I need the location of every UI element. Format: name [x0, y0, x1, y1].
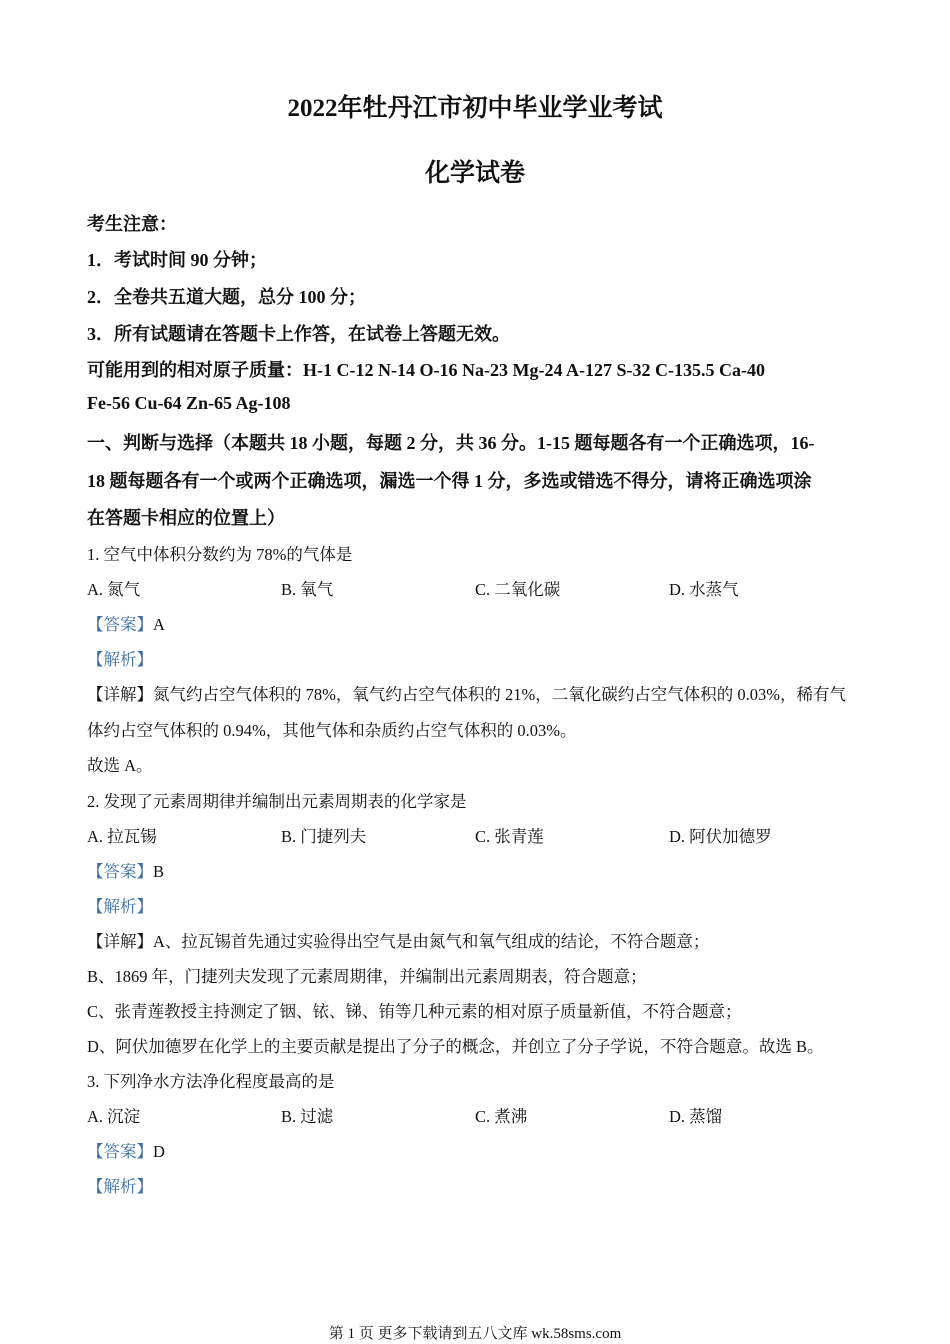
- question-stem: 1. 空气中体积分数约为 78%的气体是: [87, 545, 353, 564]
- analysis-label: 【解析】: [87, 897, 153, 916]
- question-stem: 2. 发现了元素周期律并编制出元素周期表的化学家是: [87, 792, 467, 811]
- option-a: A. 拉瓦锡: [87, 827, 157, 846]
- notice-item: 3．所有试题请在答题卡上作答，在试卷上答题无效。: [87, 324, 510, 344]
- answer-line: [87, 1138, 165, 1162]
- detail-line: B、1869 年，门捷列夫发现了元素周期律，并编制出元素周期表，符合题意；: [87, 967, 647, 986]
- answer-value: D: [153, 1142, 165, 1161]
- section-heading: 18 题每题各有一个或两个正确选项，漏选一个得 1 分，多选或错选不得分，请将正确选项涂: [87, 471, 812, 491]
- answer-value: B: [153, 862, 165, 881]
- section-heading: 在答题卡相应的位置上）: [87, 508, 285, 528]
- analysis-label: 【解析】: [87, 650, 153, 669]
- detail-line: D、阿伏加德罗在化学上的主要贡献是提出了分子的概念，并创立了分子学说，不符合题意。故选 B。: [87, 1037, 824, 1056]
- page-footer: 第 1 页 更多下载请到五八文库 wk.58sms.com: [328, 1326, 622, 1342]
- option-b: B. 门捷列夫: [281, 827, 367, 846]
- option-d: D. 蒸馏: [669, 1107, 723, 1126]
- option-b: B. 氧气: [281, 580, 334, 599]
- answer-label: 【答案】: [87, 1142, 153, 1161]
- detail-line: C、张青莲教授主持测定了铟、铱、锑、铕等几种元素的相对原子质量新值，不符合题意；: [87, 1002, 742, 1021]
- detail-line: 体约占空气体积的 0.94%，其他气体和杂质约占空气体积的 0.03%。: [87, 721, 577, 740]
- notice-heading: 考生注意：: [87, 214, 177, 234]
- option-c: C. 煮沸: [475, 1107, 528, 1126]
- section-heading: 一、判断与选择（本题共 18 小题，每题 2 分，共 36 分。1-15 题每题各有一个正确选项，16-: [87, 433, 815, 453]
- notice-item: 2．全卷共五道大题，总分 100 分；: [87, 287, 366, 307]
- answer-line: [87, 858, 164, 882]
- option-b: B. 过滤: [281, 1107, 334, 1126]
- option-c: C. 二氧化碳: [475, 580, 561, 599]
- option-a: A. 氮气: [87, 580, 141, 599]
- option-c: C. 张青莲: [475, 827, 544, 846]
- question-stem: 3. 下列净水方法净化程度最高的是: [87, 1072, 335, 1091]
- detail-line: 【详解】A、拉瓦锡首先通过实验得出空气是由氮气和氧气组成的结论，不符合题意；: [87, 932, 710, 951]
- notice-item: 1．考试时间 90 分钟；: [87, 250, 267, 270]
- atomic-mass-line: 可能用到的相对原子质量：H-1 C-12 N-14 O-16 Na-23 Mg-24 A-127 S-32 C-135.5 Ca-40: [87, 360, 765, 380]
- answer-label: 【答案】: [87, 615, 153, 634]
- analysis-label: 【解析】: [87, 1177, 153, 1196]
- option-d: D. 水蒸气: [669, 580, 739, 599]
- atomic-mass-line: Fe-56 Cu-64 Zn-65 Ag-108: [87, 393, 291, 413]
- option-a: A. 沉淀: [87, 1107, 141, 1126]
- option-d: D. 阿伏加德罗: [669, 827, 772, 846]
- detail-line: 故选 A。: [87, 756, 153, 775]
- answer-value: A: [153, 615, 165, 634]
- answer-line: [87, 611, 165, 635]
- answer-label: 【答案】: [87, 862, 153, 881]
- exam-title: 2022年牡丹江市初中毕业学业考试: [287, 95, 663, 122]
- exam-subtitle: 化学试卷: [424, 160, 525, 187]
- detail-line: 【详解】氮气约占空气体积的 78%，氧气约占空气体积的 21%，二氧化碳约占空气体积的 0.03%，稀有气: [87, 685, 846, 704]
